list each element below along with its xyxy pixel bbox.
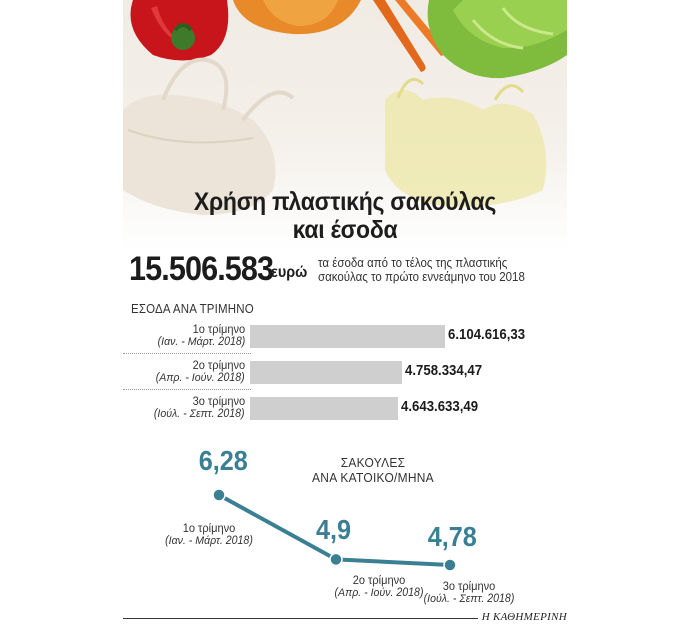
bar-row xyxy=(123,392,567,426)
infographic xyxy=(123,0,567,624)
line-chart-title xyxy=(299,455,446,485)
bar xyxy=(250,325,445,348)
source-credit: Η ΚΑΘΗΜΕΡΙΝΗ xyxy=(478,611,567,623)
line-chart-title-line1: ΣΑΚΟΥΛΕΣ xyxy=(340,455,406,470)
bar-period-label: (Ιούλ. - Σεπτ. 2018) xyxy=(154,408,245,420)
point-period-label: (Ιούλ. - Σεπτ. 2018) xyxy=(423,593,515,605)
description-line2: σακούλας το πρώτο εννεάμηνο του 2018 xyxy=(318,270,525,284)
data-point xyxy=(213,489,225,501)
point-category-label: 2ο τρίμηνο xyxy=(352,573,406,587)
description-line1: τα έσοδα από το τέλος της πλαστικής xyxy=(318,256,508,270)
bar-period-label: (Απρ. - Ιούν. 2018) xyxy=(156,372,245,384)
bar-category-label: 2ο τρίμηνο xyxy=(192,358,245,372)
chart-title: Χρήση πλαστικής σακούλας xyxy=(193,188,497,216)
bar-chart-title: ΕΣΟΔΑ ΑΝΑ ΤΡΙΜΗΝΟ xyxy=(131,302,254,316)
line-chart xyxy=(123,425,567,615)
bar xyxy=(250,361,402,384)
bar-value-label: 6.104.616,33 xyxy=(448,326,526,343)
total-revenue-description xyxy=(318,256,539,284)
bar-period-label: (Ιαν. - Μάρτ. 2018) xyxy=(157,336,245,348)
line-chart-title-line2: ΑΝΑ ΚΑΤΟΙΚΟ/ΜΗΝΑ xyxy=(312,470,434,485)
bar-row-separator xyxy=(123,353,251,354)
point-period-label: (Απρ. - Ιούν. 2018) xyxy=(334,587,424,599)
bar-value-label: 4.643.633,49 xyxy=(401,398,479,415)
point-period-label: (Ιαν. - Μάρτ. 2018) xyxy=(165,535,253,547)
chart-title-line2: και έσοδα xyxy=(292,216,398,244)
data-point xyxy=(444,559,456,571)
data-value-label: 4,78 xyxy=(427,521,477,552)
point-category-label: 3ο τρίμηνο xyxy=(442,579,496,593)
data-value-label: 6,28 xyxy=(198,445,248,476)
bar-value-label: 4.758.334,47 xyxy=(404,362,483,379)
bar xyxy=(250,397,398,420)
total-revenue-value: 15.506.583 xyxy=(129,250,274,288)
bar-row-separator xyxy=(123,389,251,390)
data-point xyxy=(330,553,342,565)
total-revenue-unit: ευρώ xyxy=(271,264,308,281)
bar-row xyxy=(123,356,567,390)
bar-category-label: 1ο τρίμηνο xyxy=(192,322,245,336)
bar-row xyxy=(123,320,567,354)
data-value-label: 4,9 xyxy=(315,514,351,546)
bar-category-label: 3ο τρίμηνο xyxy=(192,394,245,408)
point-category-label: 1ο τρίμηνο xyxy=(182,521,236,535)
